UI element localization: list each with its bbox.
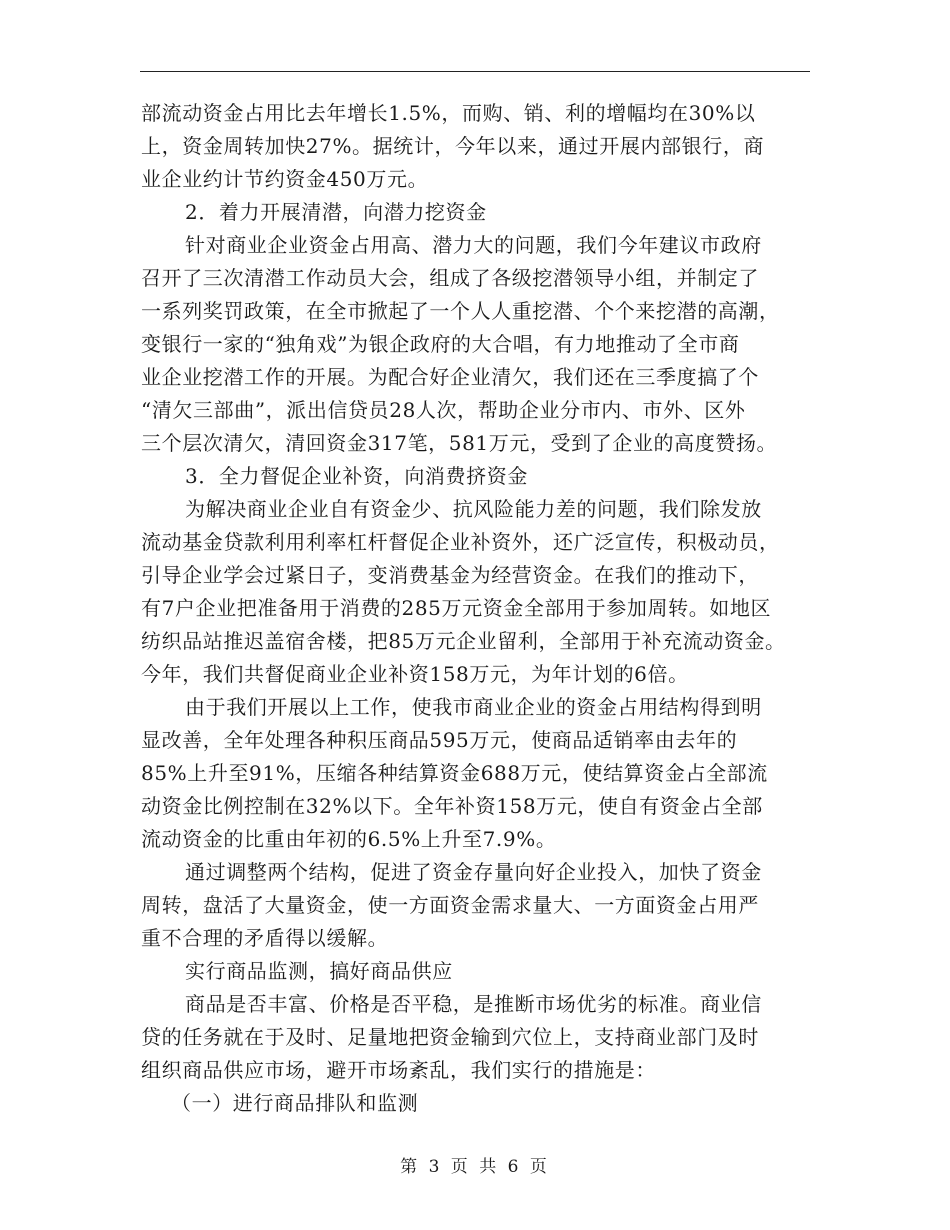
text-line: 动资金比例控制在32%以下。全年补资158万元，使自有资金占全部	[141, 794, 763, 818]
text-line: 显改善，全年处理各种积压商品595万元，使商品适销率由去年的	[141, 728, 738, 752]
text-line: 引导企业学会过紧日子，变消费基金为经营资金。在我们的推动下，	[141, 563, 759, 587]
text-line: 85%上升至91%，压缩各种结算资金688万元，使结算资金占全部流	[141, 761, 768, 785]
text-line: 通过调整两个结构，促进了资金存量向好企业投入，加快了资金	[185, 860, 762, 884]
text-line: 流动基金贷款利用利率杠杆督促企业补资外，还广泛宣传，积极动员，	[141, 530, 780, 554]
text-line: 为解决商业企业自有资金少、抗风险能力差的问题，我们除发放	[185, 497, 762, 521]
document-body	[141, 97, 821, 1120]
text-line: 三个层次清欠，清回资金317笔，581万元，受到了企业的高度赞扬。	[141, 431, 778, 455]
text-line: 上，资金周转加快27%。据统计，今年以来，通过开展内部银行，商	[141, 134, 765, 158]
text-line: 针对商业企业资金占用高、潜力大的问题，我们今年建议市政府	[185, 233, 762, 257]
text-line: 召开了三次清潜工作动员大会，组成了各级挖潜领导小组，并制定了	[141, 266, 759, 290]
section-heading: 3．全力督促企业补资，向消费挤资金	[185, 464, 528, 488]
text-line: 贷的任务就在于及时、足量地把资金输到穴位上，支持商业部门及时	[141, 1025, 759, 1049]
text-line: 变银行一家的“独角戏”为银企政府的大合唱，有力地推动了全市商	[141, 332, 740, 356]
text-line: 一系列奖罚政策，在全市掀起了一个人人重挖潜、个个来挖潜的高潮，	[141, 299, 780, 323]
text-line: 周转，盘活了大量资金，使一方面资金需求量大、一方面资金占用严	[141, 893, 759, 917]
text-line: 重不合理的矛盾得以缓解。	[141, 926, 389, 950]
text-line: 部流动资金占用比去年增长1.5%，而购、销、利的增幅均在30%以	[141, 101, 756, 125]
text-line: “清欠三部曲”，派出信贷员28人次，帮助企业分市内、市外、区外	[141, 398, 746, 422]
text-line: 有7户企业把准备用于消费的285万元资金全部用于参加周转。如地区	[141, 596, 772, 620]
text-line: 流动资金的比重由年初的6.5%上升至7.9%。	[141, 827, 557, 851]
text-line: 由于我们开展以上工作，使我市商业企业的资金占用结构得到明	[185, 695, 762, 719]
section-heading: 实行商品监测，搞好商品供应	[185, 959, 453, 983]
text-line: 业企业约计节约资金450万元。	[141, 167, 429, 191]
text-line: 商品是否丰富、价格是否平稳，是推断市场优劣的标准。商业信	[185, 992, 762, 1016]
page-number-footer: 第 3 页 共 6 页	[400, 1157, 550, 1177]
text-line: 今年，我们共督促商业企业补资158万元，为年计划的6倍。	[141, 662, 689, 686]
header-rule	[140, 71, 810, 72]
text-line: 纺织品站推迟盖宿舍楼，把85万元企业留利，全部用于补充流动资金。	[141, 629, 786, 653]
text-line: 组织商品供应市场，避开市场紊乱，我们实行的措施是：	[141, 1058, 656, 1082]
section-heading: 2．着力开展清潜，向潜力挖资金	[185, 200, 487, 224]
text-line: 业企业挖潜工作的开展。为配合好企业清欠，我们还在三季度搞了个	[141, 365, 759, 389]
subsection-heading: （一）进行商品排队和监测	[171, 1091, 419, 1115]
